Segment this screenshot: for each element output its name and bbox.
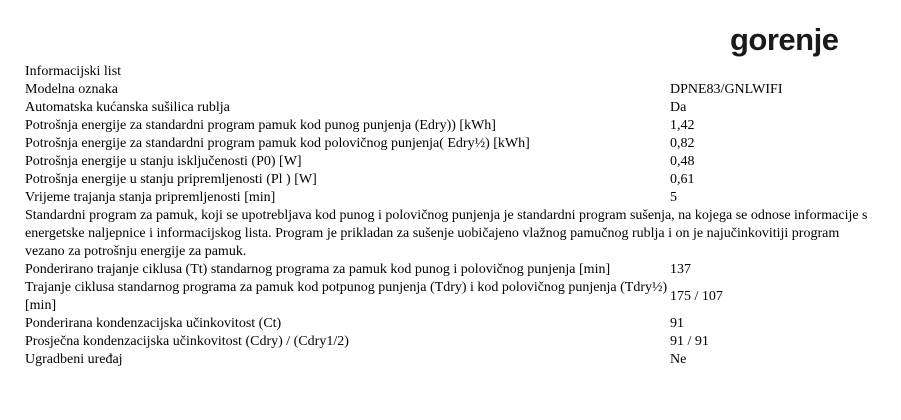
information-sheet (25, 63, 870, 369)
spec-label: Potrošnja energije za standardni program pamuk kod punog punjenja (Edry)) [kWh] (25, 118, 496, 133)
spec-label: Modelna oznaka (25, 82, 118, 97)
spec-value: DPNE83/GNLWIFI (670, 82, 783, 97)
spec-label: Ponderirano trajanje ciklusa (Tt) standarnog programa za pamuk kod punog i polovičnog punjenja [min] (25, 262, 611, 277)
spec-row (25, 279, 870, 315)
spec-label: Trajanje ciklusa standarnog programa za pamuk kod potpunog punjenja (Tdry) i kod polovičnog punjenja (Tdry½) [min] (25, 280, 668, 313)
spec-value: 175 / 107 (670, 289, 723, 304)
spec-value: 91 / 91 (670, 334, 709, 349)
spec-value: Da (670, 100, 687, 115)
spec-label: Potrošnja energije u stanju isključenosti (P0) [W] (25, 154, 302, 169)
spec-value: 91 (670, 316, 684, 331)
spec-value: 137 (670, 262, 691, 277)
spec-row (25, 117, 870, 135)
spec-row (25, 171, 870, 189)
spec-value: 0,82 (670, 136, 695, 151)
spec-value: 1,42 (670, 118, 695, 133)
spec-row (25, 135, 870, 153)
spec-value: Ne (670, 352, 687, 367)
spec-value: 5 (670, 190, 677, 205)
spec-row (25, 81, 870, 99)
sheet-title-row (25, 63, 870, 81)
spec-label: Ugradbeni uređaj (25, 352, 123, 367)
gorenje-logo: gorenje (730, 22, 839, 57)
spec-label: Potrošnja energije u stanju pripremljenosti (Pl ) [W] (25, 172, 317, 187)
spec-value: 0,48 (670, 154, 695, 169)
spec-label: Potrošnja energije za standardni program pamuk kod polovičnog punjenja( Edry½) [kWh] (25, 136, 530, 151)
spec-row (25, 333, 870, 351)
spec-label: Ponderirana kondenzacijska učinkovitost (Ct) (25, 316, 282, 331)
sheet-title: Informacijski list (25, 64, 122, 79)
spec-label: Prosječna kondenzacijska učinkovitost (Cdry) / (Cdry1/2) (25, 334, 349, 349)
spec-value: 0,61 (670, 172, 695, 187)
spec-row (25, 153, 870, 171)
spec-row (25, 351, 870, 369)
spec-row (25, 189, 870, 207)
spec-label: Vrijeme trajanja stanja pripremljenosti [min] (25, 190, 276, 205)
spec-row (25, 261, 870, 279)
spec-row (25, 315, 870, 333)
spec-row (25, 99, 870, 117)
spec-label: Automatska kućanska sušilica rublja (25, 100, 230, 115)
standard-program-note: Standardni program za pamuk, koji se upotrebljava kod punog i polovičnog punjenja je standardni program sušenja, na kojega se odnose informacije s energetske naljepnice i informacijskog lista. Program je prikladan za sušenje uobičajeno vlažnog pamučnog rublja i on je najučinkovitiji program vezano za potrošnju energije za pamuk. (25, 208, 868, 259)
